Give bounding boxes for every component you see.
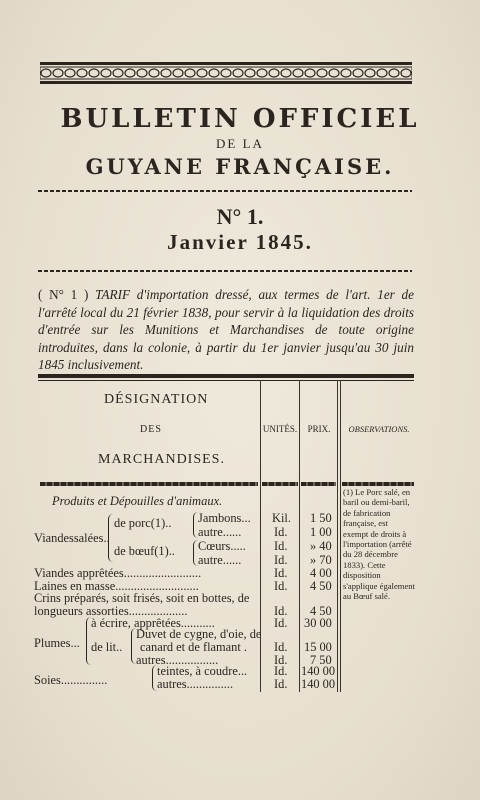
header-band [301, 482, 336, 486]
row-label: de bœuf(1).. [114, 544, 175, 558]
issue-date: Janvier 1845. [167, 230, 313, 254]
intro-text: TARIF d'importation dressé, aux termes de l'art. 1er de l'arrêté local du 21 février 1838, pour servir à la liquidation des droits d'entrée sur les Munitions et Marchandises de toute origine introduites, dans la colonie, à partir du 1er janvier jusqu'au 30 juin 1845 inclusivement. [38, 287, 414, 372]
header-price: PRIX. [307, 424, 331, 434]
unit-cell: Id. [274, 653, 288, 667]
row-label: canard et de flamant . [140, 640, 247, 654]
price-cell: » 40 [310, 539, 332, 553]
row-label: de lit.. [91, 640, 123, 654]
row-label: autres................. [136, 653, 219, 667]
masthead-title: BULLETIN OFFICIEL [60, 104, 420, 134]
column-divider [337, 380, 338, 692]
row-label: de porc(1).. [114, 516, 172, 530]
observation-note: (1) Le Porc salé, en baril ou demi-baril, de fabrication française, est exempt de droits à l'importation (arrêté du 28 décembre 1833). Cette disposition s'applique également au Bœuf salé. [343, 487, 415, 602]
column-divider [299, 380, 300, 692]
row-label: autre...... [198, 553, 242, 567]
header-band [40, 482, 258, 486]
dashed-divider [38, 188, 412, 194]
row-label: à écrire, apprêtées........... [91, 616, 215, 630]
row-label: Cœurs..... [198, 539, 246, 553]
row-label: Soies............... [34, 673, 108, 687]
unit-cell: Id. [274, 604, 288, 618]
row-label: autres............... [157, 677, 234, 691]
price-cell: 7 50 [310, 653, 332, 667]
dashed-divider [38, 268, 412, 274]
unit-cell: Id. [274, 525, 288, 539]
price-cell: 4 00 [310, 566, 332, 580]
unit-cell: Id. [274, 539, 288, 553]
header-band [342, 482, 414, 486]
unit-cell: Id. [274, 677, 288, 691]
row-label: Jambons... [198, 511, 251, 525]
unit-cell: Id. [274, 579, 288, 593]
intro-paragraph [38, 286, 414, 374]
ornamental-header-rule [40, 62, 412, 84]
row-label: Viandes apprêtées......................... [34, 566, 202, 580]
row-label: Duvet de cygne, d'oie, de [136, 627, 262, 641]
row-label: Crins préparés, soit frisés, soit en bottes, de [34, 591, 250, 605]
unit-cell: Id. [274, 616, 288, 630]
row-label: Laines en masse........................... [34, 579, 199, 593]
issue-number: N° 1. [216, 204, 264, 229]
price-cell: 1 50 [310, 511, 332, 525]
price-cell: 140 00 [301, 664, 336, 678]
unit-cell: Id. [274, 553, 288, 567]
unit-cell: Kil. [272, 511, 291, 525]
row-label: longueurs assorties................... [34, 604, 188, 618]
table-top-rule [38, 374, 414, 378]
header-observations: OBSERVATIONS. [348, 424, 410, 434]
unit-cell: Id. [274, 664, 288, 678]
price-cell: 15 00 [304, 640, 332, 654]
price-cell: 4 50 [310, 604, 332, 618]
table-top-rule-thin [38, 380, 414, 381]
masthead-region: GUYANE FRANÇAISE. [85, 154, 395, 179]
masthead-subtitle: DE LA [216, 136, 264, 151]
header-band [262, 482, 298, 486]
brace [108, 514, 113, 562]
header-units: UNITÉS. [262, 424, 298, 434]
row-label: Viandessalées.. [34, 531, 110, 545]
price-cell: 30 00 [304, 616, 332, 630]
header-des: DES [140, 424, 162, 435]
row-label: teintes, à coudre... [157, 664, 248, 678]
price-cell: 4 50 [310, 579, 332, 593]
row-label: Plumes... [34, 636, 80, 650]
unit-cell: Id. [274, 640, 288, 654]
intro-lead: ( N° 1 ) [38, 287, 89, 302]
header-designation: DÉSIGNATION [104, 392, 209, 407]
price-cell: 1 00 [310, 525, 332, 539]
row-label: autre...... [198, 525, 242, 539]
unit-cell: Id. [274, 566, 288, 580]
header-marchandises: MARCHANDISES. [98, 452, 225, 467]
section-title: Produits et Dépouilles d'animaux. [52, 494, 223, 508]
price-cell: » 70 [310, 553, 332, 567]
column-divider [260, 380, 261, 692]
price-cell: 140 00 [301, 677, 336, 691]
